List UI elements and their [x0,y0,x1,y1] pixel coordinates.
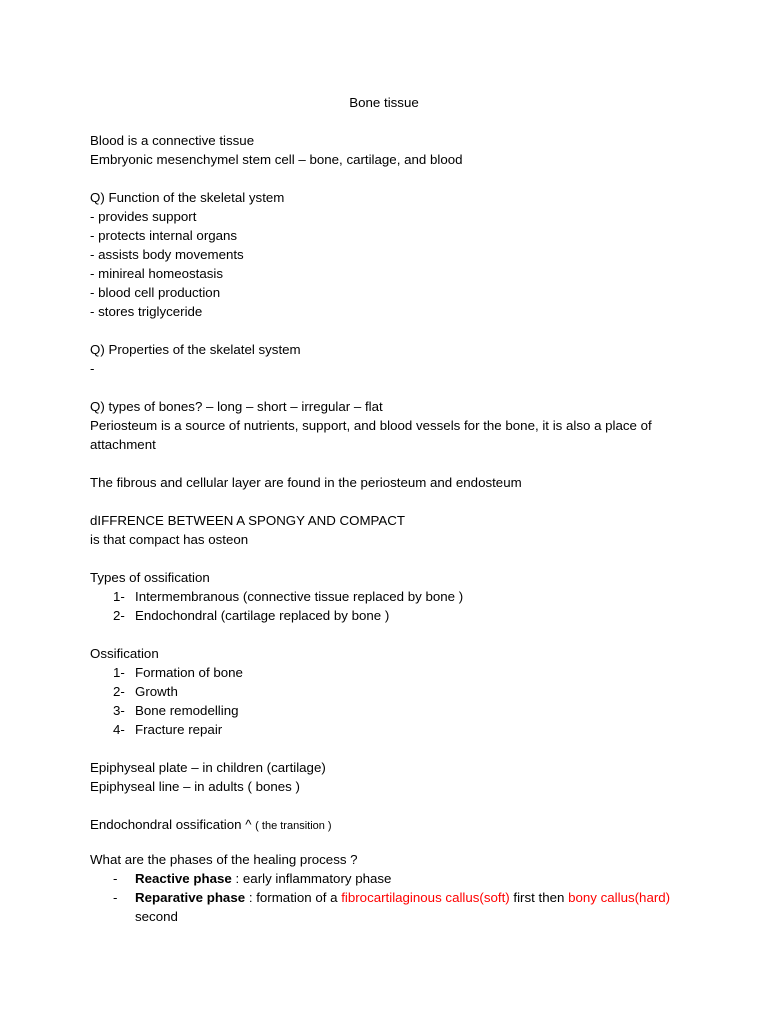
soft-callus-text: fibrocartilaginous callus(soft) [341,890,510,905]
healing-question: What are the phases of the healing process ? [90,852,358,867]
list-number: 1- [113,589,125,604]
epiphyseal-line-text: Epiphyseal line – in adults ( bones ) [90,779,300,794]
list-item-text: Bone remodelling [135,703,239,718]
list-number: 1- [113,665,125,680]
phase-description-end: second [135,909,178,924]
functions-heading: Q) Function of the skeletal ystem [90,190,285,205]
properties-item: - [90,361,95,376]
bullet-dash: - [113,871,118,886]
phase-label: Reparative phase [135,890,246,905]
list-item [90,587,680,606]
ossification-types-heading: Types of ossification [90,570,210,585]
function-item: - protects internal organs [90,228,238,243]
difference-heading: dIFFRENCE BETWEEN A SPONGY AND COMPACT [90,513,405,528]
epiphyseal-plate-text: Epiphyseal plate – in children (cartilage) [90,760,326,775]
phase-description-cont: first then [509,890,569,905]
endochondral-note-small: ( the transition ) [255,820,332,832]
ossification-heading: Ossification [90,646,159,661]
phase-description: : early inflammatory phase [231,871,392,886]
intro-line-2: Embryonic mesenchymel stem cell – bone, cartilage, and blood [90,152,463,167]
endochondral-note-main: Endochondral ossification ^ [90,817,256,832]
document-title: Bone tissue [349,95,419,110]
function-item: - assists body movements [90,247,244,262]
list-item [90,682,680,701]
fibrous-layer-text: The fibrous and cellular layer are found in the periosteum and endosteum [90,475,522,490]
types-of-bones: Q) types of bones? – long – short – irregular – flat [90,399,383,414]
document-page [90,93,680,926]
list-number: 3- [113,703,125,718]
hard-callus-text: bony callus(hard) [568,890,671,905]
function-item: - provides support [90,209,197,224]
list-item [90,720,680,739]
endochondral-note [90,815,680,834]
list-number: 2- [113,608,125,623]
intro-line-1: Blood is a connective tissue [90,133,255,148]
function-item: - blood cell production [90,285,221,300]
list-item-text: Intermembranous (connective tissue replaced by bone ) [135,589,464,604]
healing-phase-reparative [90,888,680,926]
phase-description: : formation of a [245,890,342,905]
list-item-text: Formation of bone [135,665,243,680]
list-item [90,663,680,682]
difference-text: is that compact has osteon [90,532,249,547]
list-item-text: Endochondral (cartilage replaced by bone ) [135,608,390,623]
list-item [90,606,680,625]
healing-phase-reactive [90,869,680,888]
properties-heading: Q) Properties of the skelatel system [90,342,301,357]
bullet-dash: - [113,890,118,905]
periosteum-text: Periosteum is a source of nutrients, support, and blood vessels for the bone, it is also a place of attachment [90,418,652,452]
list-number: 2- [113,684,125,699]
list-item-text: Fracture repair [135,722,223,737]
function-item: - minireal homeostasis [90,266,224,281]
phase-label: Reactive phase [135,871,232,886]
list-item-text: Growth [135,684,178,699]
list-item [90,701,680,720]
function-item: - stores triglyceride [90,304,203,319]
list-number: 4- [113,722,125,737]
